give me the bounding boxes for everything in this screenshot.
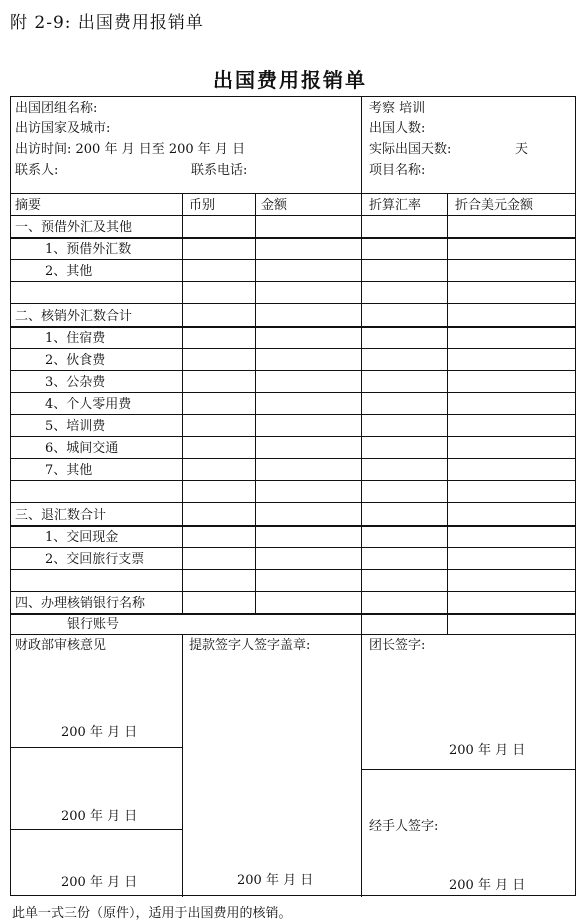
attachment-caption: 附 2-9: 出国费用报销单: [10, 13, 204, 33]
row-intercity: 6、城间交通: [45, 441, 119, 456]
country-city-label: 出访国家及城市:: [15, 121, 111, 136]
col-rate: 折算汇率: [369, 198, 422, 213]
rule: [11, 392, 575, 393]
col-rule: [447, 193, 448, 634]
row-lodging: 1、住宿费: [45, 331, 106, 346]
rule: [11, 303, 575, 304]
finance-date-3: 200 年 月 日: [61, 875, 138, 890]
row-meals: 2、伙食费: [45, 353, 106, 368]
phone-label: 联系电话:: [191, 163, 248, 178]
sig-rule: [361, 769, 575, 770]
finance-date-1: 200 年 月 日: [61, 725, 138, 740]
col-rule: [182, 193, 183, 613]
rule: [11, 436, 575, 437]
handler-signature-label: 经手人签字:: [369, 819, 439, 834]
drawer-date: 200 年 月 日: [237, 873, 314, 888]
type-label: 考察 培训: [369, 101, 426, 116]
form-title: 出国费用报销单: [213, 68, 367, 92]
row-refund-total: 三、退汇数合计: [15, 508, 107, 523]
group-name-label: 出国团组名称:: [15, 101, 98, 116]
rule: [11, 370, 575, 371]
rule: [11, 215, 575, 216]
col-amount: 金额: [261, 198, 288, 213]
rule: [11, 634, 575, 635]
row-other: 7、其他: [45, 463, 93, 478]
header-divider: [361, 97, 362, 193]
expense-form: [10, 96, 576, 896]
row-bank-name: 四、办理核销银行名称: [15, 596, 146, 611]
row-training: 5、培训费: [45, 419, 106, 434]
rule: [11, 259, 575, 260]
sig-rule: [11, 829, 182, 830]
rule: [11, 613, 575, 615]
days-unit: 天: [515, 142, 529, 157]
rule: [11, 525, 575, 527]
rule: [11, 591, 575, 592]
row-personal: 4、个人零用费: [45, 397, 132, 412]
row-writeoff-total: 二、核销外汇数合计: [15, 309, 133, 324]
col-rule: [361, 193, 362, 634]
row-bank-account: 银行账号: [67, 617, 120, 632]
rule: [11, 326, 575, 328]
rule: [11, 480, 575, 481]
contact-label: 联系人:: [15, 163, 59, 178]
travel-time-label: 出访时间: 200 年 月 日至 200 年 月 日: [15, 142, 246, 157]
sig-rule: [182, 634, 183, 897]
persons-label: 出国人数:: [369, 121, 426, 136]
rule: [11, 569, 575, 570]
row-prepaid-forex: 1、预借外汇数: [45, 242, 132, 257]
project-label: 项目名称:: [369, 163, 426, 178]
leader-date: 200 年 月 日: [449, 743, 526, 758]
col-currency: 币别: [189, 198, 216, 213]
row-prepaid-other: 2、其他: [45, 264, 93, 279]
rule: [11, 414, 575, 415]
col-summary: 摘要: [15, 198, 42, 213]
col-usd-amount: 折合美元金额: [455, 198, 534, 213]
col-rule: [255, 193, 256, 613]
rule: [11, 281, 575, 282]
rule: [11, 348, 575, 349]
row-prepaid-total: 一、预借外汇及其他: [15, 220, 133, 235]
leader-signature-label: 团长签字:: [369, 638, 426, 653]
finance-date-2: 200 年 月 日: [61, 809, 138, 824]
row-travelers-cheques: 2、交回旅行支票: [45, 552, 145, 567]
days-label: 实际出国天数:: [369, 142, 452, 157]
rule: [11, 502, 575, 503]
row-cash: 1、交回现金: [45, 530, 119, 545]
sig-rule: [11, 747, 182, 748]
header-rule: [11, 193, 575, 194]
rule: [11, 237, 575, 239]
drawer-signature-label: 提款签字人签字盖章:: [189, 638, 311, 653]
handler-date: 200 年 月 日: [449, 878, 526, 893]
footnote: 此单一式三份（原件），适用于出国费用的核销。: [12, 906, 292, 921]
finance-review-label: 财政部审核意见: [15, 638, 107, 653]
sig-rule: [361, 634, 362, 897]
rule: [11, 458, 575, 459]
rule: [11, 547, 575, 548]
row-misc: 3、公杂费: [45, 375, 106, 390]
